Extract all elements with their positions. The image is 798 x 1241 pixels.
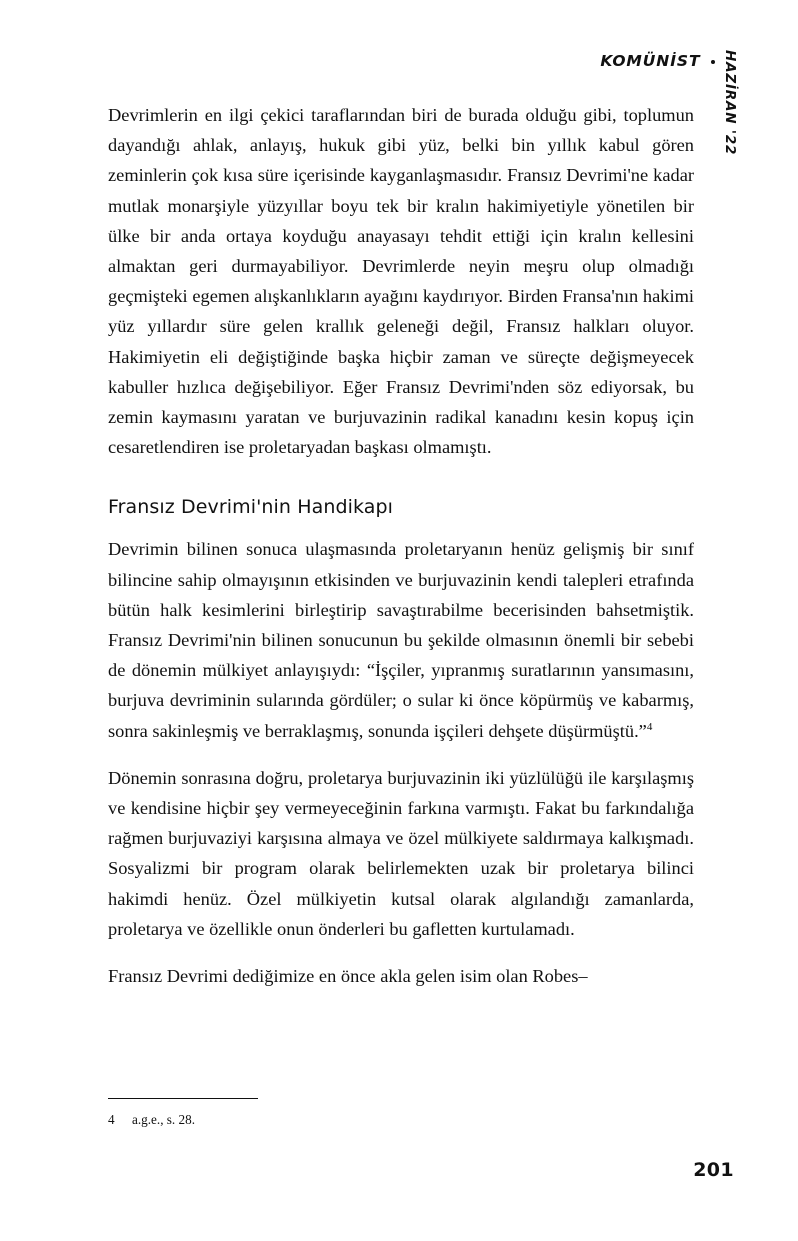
paragraph-2	[108, 534, 694, 745]
section-subheading: Fransız Devrimi'nin Handikapı	[108, 496, 394, 519]
paragraph-2-text: Devrimin bilinen sonuca ulaşmasında proletaryanın henüz gelişmiş bir sınıf bilincine sahip olmayışının etkisinden ve burjuvazinin kendi talepleri etrafında bütün halk kesimlerini birleştirip savaştırabilme becerisinden bahsetmiştik. Fransız Devrimi'nin bilinen sonucunun bu şekilde olmasının önemli bir sebebi de dönemin mülkiyet anlayışıydı: “İşçiler, yıpranmış suratlarının yansımasını, burjuva devriminin sularında gördüler; o sular ki önce köpürmüş ve kabarmış, sonra sakinleşmiş ve berraklaşmış, sonunda işçileri dehşete düşürmüştü.”	[108, 539, 694, 741]
footnote-entry	[108, 1111, 694, 1129]
footnote-area	[108, 1098, 694, 1129]
text-column	[108, 100, 694, 991]
page-number: 201	[693, 1159, 734, 1181]
footnote-marker: 4	[646, 720, 653, 733]
running-head-issue: HAZİRAN '22	[722, 50, 738, 156]
footnote-separator-rule	[108, 1098, 258, 1099]
footnote-text: a.g.e., s. 28.	[132, 1112, 195, 1127]
paragraph-4: Fransız Devrimi dediğimize en önce akla gelen isim olan Robes–	[108, 966, 588, 987]
running-head-publication: KOMÜNİST	[600, 52, 701, 70]
running-head-separator-dot	[711, 60, 715, 64]
footnote-number: 4	[108, 1112, 115, 1127]
paragraph-1: Devrimlerin en ilgi çekici taraflarından biri de burada olduğu gibi, toplumun dayandığı ahlak, anlayış, hukuk gibi yüz, belki bin yıllık kabul gören zeminlerin çok kısa süre içerisinde kayganlaşmasıdır. Fransız Devrimi'ne kadar mutlak monarşiyle yüzyıllar boyu tek bir kralın hakimiyetiyle yönetilen bir ülke bir anda ortaya koyduğu anayasayı tehdit ettiği için kralın kellesini almaktan geri durmayabiliyor. Devrimlerde neyin meşru olup olmadığı geçmişteki egemen alışkanlıkların ayağını kaydırıyor. Birden Fransa'nın hakimi yüz yıllardır süre gelen krallık geleneği değil, Fransız halkları oluyor. Hakimiyetin eli değiştiğinde başka hiçbir zaman ve süreçte değişmeyecek kabuller hızlıca değişebiliyor. Eğer Fransız Devrimi'nden söz ediyorsak, bu zemin kaymasını yaratan ve burjuvazinin radikal kanadını kesin kopuş için cesaretlendiren ise proletaryadan başkası olmamıştı.	[108, 105, 694, 458]
paragraph-3: Dönemin sonrasına doğru, proletarya burjuvazinin iki yüzlülüğü ile karşılaşmış ve kendisine hiçbir şey vermeyeceğinin farkına varmıştı. Fakat bu farkındalığa rağmen burjuvaziyi karşısına almaya ve özel mülkiyete saldırmaya kalkışmadı. Sosyalizmi bir program olarak belirlemekten uzak bir proletarya bilinci hakimdi henüz. Özel mülkiyetin kutsal olarak algılandığı zamanlarda, proletarya ve özellikle onun önderleri bu gafletten kurtulamadı.	[108, 767, 694, 939]
